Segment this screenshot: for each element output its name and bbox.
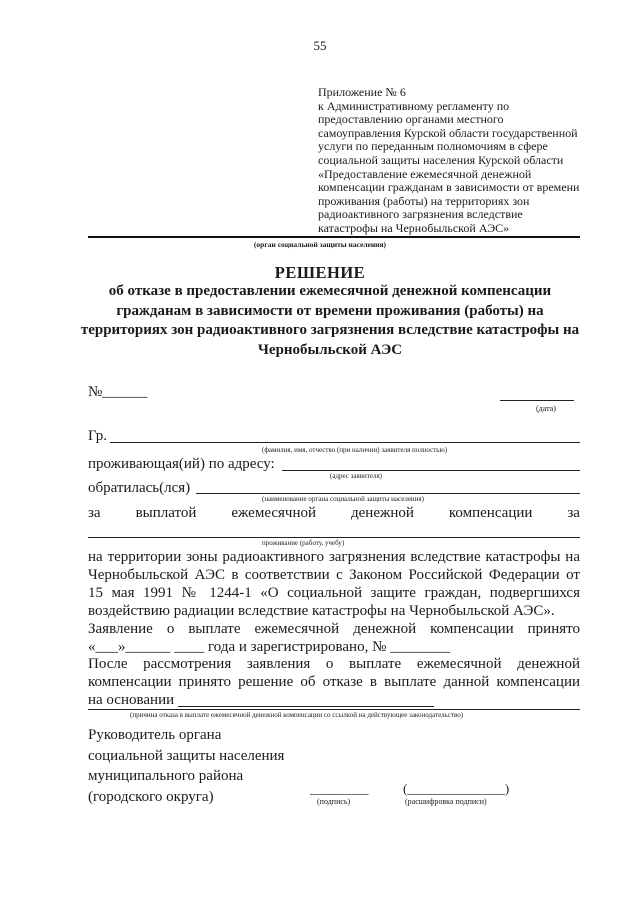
appendix-block [318, 86, 579, 236]
head-line: Руководитель органа [88, 727, 222, 743]
appendix-line: к Административному регламенту по [318, 98, 510, 113]
appendix-line: социальной защиты населения Курской области [318, 152, 564, 167]
date-caption: (дата) [536, 404, 556, 413]
document-subtitle: об отказе в предоставлении ежемесячной денежной компенсации гражданам в зависимости от времени проживания (работы) на территориях зон радиоактивного загрязнения вследствие катастрофы на Чернобыльской АЭС [80, 283, 580, 358]
organ-line [88, 236, 580, 238]
main-line: на территории зоны радиоактивного загрязнения вследствие катастрофы на [88, 549, 580, 565]
payment-line [88, 505, 580, 522]
citizen-label: Гр. [88, 428, 107, 444]
appendix-line: компенсации гражданам в зависимости от времени [318, 180, 580, 195]
appendix-line: услуги по переданным полномочиям в сфере [318, 139, 548, 154]
appendix-line: проживания (работы) на территориях зон [318, 193, 530, 208]
payment-word: компенсации [448, 505, 533, 521]
reason-line [88, 709, 580, 710]
appendix-line: катастрофы на Чернобыльской АЭС» [318, 220, 510, 235]
residence-line [88, 537, 580, 538]
payment-word: за [88, 505, 101, 521]
appendix-line: радиоактивного загрязнения вследствие [318, 207, 523, 222]
appendix-line: Приложение № 6 [318, 85, 406, 99]
head-block [88, 725, 284, 807]
main-line: воздействию радиации вследствие катастрофы на Чернобыльской АЭС». [88, 603, 555, 619]
residence-caption: проживание (работу, учебу) [262, 539, 345, 547]
address-line [282, 470, 580, 471]
payment-word: ежемесячной [231, 505, 317, 521]
citizen-line [110, 442, 580, 443]
reason-caption: (причина отказа в выплате ежемесячной денежной компенсации со ссылкой на действующее законодательство) [130, 711, 464, 719]
page-number: 55 [313, 38, 327, 53]
appendix-line: самоуправления Курской области государственной [318, 125, 578, 140]
head-line: социальной защиты населения [88, 747, 285, 764]
main-line: Чернобыльской АЭС в соответствии с Законом Российской Федерации от [88, 567, 580, 583]
appendix-line: предоставлению органами местного [318, 112, 504, 127]
basis-line [178, 706, 434, 707]
organ-caption: (орган социальной защиты населения) [253, 240, 387, 249]
document-title: РЕШЕНИЕ [274, 263, 366, 282]
head-line: (городского округа) [88, 788, 214, 805]
payment-word: выплатой [135, 505, 197, 521]
applied-caption: (наименование органа социальной защиты населения) [262, 495, 424, 503]
address-caption: (адрес заявителя) [330, 472, 382, 480]
statement-line: Заявление о выплате ежемесячной денежной компенсации принято [88, 621, 580, 637]
date-registration-line: «___»______ ____ года и зарегистрировано, № ________ [88, 639, 451, 655]
appendix-line: «Предоставление ежемесячной денежной [318, 166, 532, 181]
decode-blank: (_______________) [403, 781, 510, 796]
decode-caption: (расшифровка подписи) [405, 797, 487, 806]
main-line: 15 мая 1991 № 1244-1 «О социальной защите граждан, подвергшихся [88, 585, 580, 601]
payment-word: денежной [351, 505, 414, 521]
decision-line: компенсации принято решение об отказе в выплате данной компенсации [88, 674, 580, 690]
decision-line: После рассмотрения заявления о выплате ежемесячной денежной [88, 656, 580, 672]
payment-word: за [567, 505, 580, 521]
signature-caption: (подпись) [317, 797, 351, 806]
applied-label: обратилась(лся) [88, 480, 191, 496]
date-line [500, 400, 574, 401]
number-field: №______ [88, 384, 148, 400]
signature-blank: _________ [310, 781, 369, 796]
basis-label: на основании [88, 692, 175, 708]
head-line: муниципального района [88, 768, 244, 784]
citizen-caption: (фамилия, имя, отчество (при наличии) заявителя полностью) [262, 446, 448, 454]
address-label: проживающая(ий) по адресу: [88, 456, 275, 472]
applied-line [196, 493, 580, 494]
